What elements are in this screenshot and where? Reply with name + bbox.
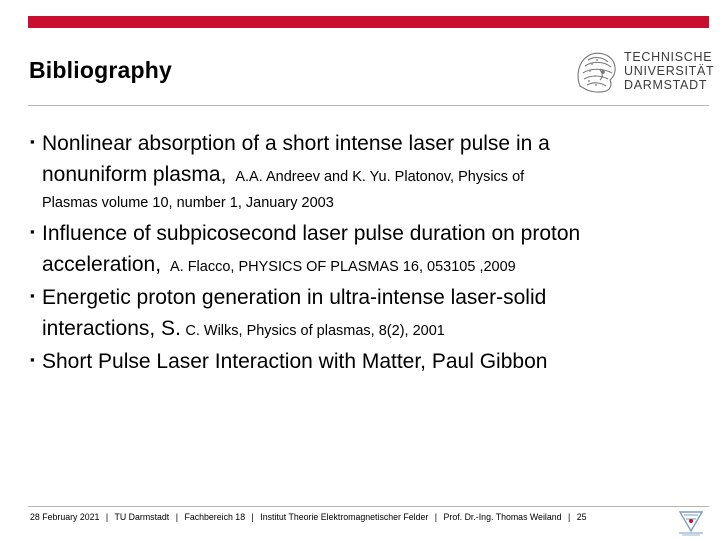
footer-author: Prof. Dr.-Ing. Thomas Weiland — [443, 512, 562, 522]
bullet-marker: ▪ — [30, 288, 35, 303]
footer-page-number: 25 — [576, 512, 587, 522]
list-item — [30, 128, 710, 216]
institute-emblem-icon — [676, 509, 706, 537]
list-item — [30, 346, 710, 377]
list-item — [30, 218, 710, 280]
list-item — [30, 282, 710, 344]
logo-line-3: DARMSTADT — [624, 78, 708, 92]
footer-institute: Institut Theorie Elektromagnetischer Felder — [260, 512, 429, 522]
bullet-3-line-2-main: interactions, S. — [42, 317, 181, 340]
logo-line-2: UNIVERSITÄT — [624, 64, 715, 78]
footer-department: Fachbereich 18 — [184, 512, 246, 522]
logo-wordmark — [624, 50, 714, 92]
bullet-1-line-2-main: nonuniform plasma, — [42, 163, 227, 186]
bullet-marker: ▪ — [30, 134, 35, 149]
bibliography-list — [30, 128, 710, 385]
footer-separator: | — [251, 512, 254, 522]
bullet-1-line-3-citation: Plasmas volume 10, number 1, January 2003 — [42, 195, 334, 211]
bullet-4-line-1: Short Pulse Laser Interaction with Matter, Paul Gibbon — [42, 350, 548, 373]
footer-separator: | — [434, 512, 438, 522]
bullet-2-line-2-main: acceleration, — [42, 253, 162, 276]
logo-line-1: TECHNISCHE — [624, 50, 713, 64]
bullet-2-line-1: Influence of subpicosecond laser pulse duration on proton — [42, 222, 581, 245]
footer-divider — [28, 506, 709, 507]
bullet-1-line-1: Nonlinear absorption of a short intense laser pulse in a — [42, 132, 550, 155]
footer-date: 28 February 2021 — [30, 512, 100, 522]
bullet-3-line-1: Energetic proton generation in ultra-intense laser-solid — [42, 286, 547, 309]
bullet-marker: ▪ — [30, 352, 35, 367]
footer-separator: | — [105, 512, 109, 522]
footer-separator: | — [175, 512, 178, 522]
bullet-1-line-2-citation: A.A. Andreev and K. Yu. Platonov, Physics of — [235, 169, 525, 185]
footer-separator: | — [568, 512, 571, 522]
bullet-3-line-2-citation: C. Wilks, Physics of plasmas, 8(2), 2001 — [185, 323, 445, 339]
athena-emblem-icon — [570, 46, 622, 98]
bullet-2-line-2-citation: A. Flacco, PHYSICS OF PLASMAS 16, 053105 ,2009 — [169, 259, 516, 275]
bullet-marker: ▪ — [30, 224, 35, 239]
page-title: Bibliography — [29, 57, 172, 83]
header-accent-bar — [28, 16, 709, 28]
slide-footer — [30, 512, 587, 522]
footer-university: TU Darmstadt — [114, 512, 170, 522]
header-divider — [28, 105, 709, 106]
university-logo — [568, 44, 715, 100]
